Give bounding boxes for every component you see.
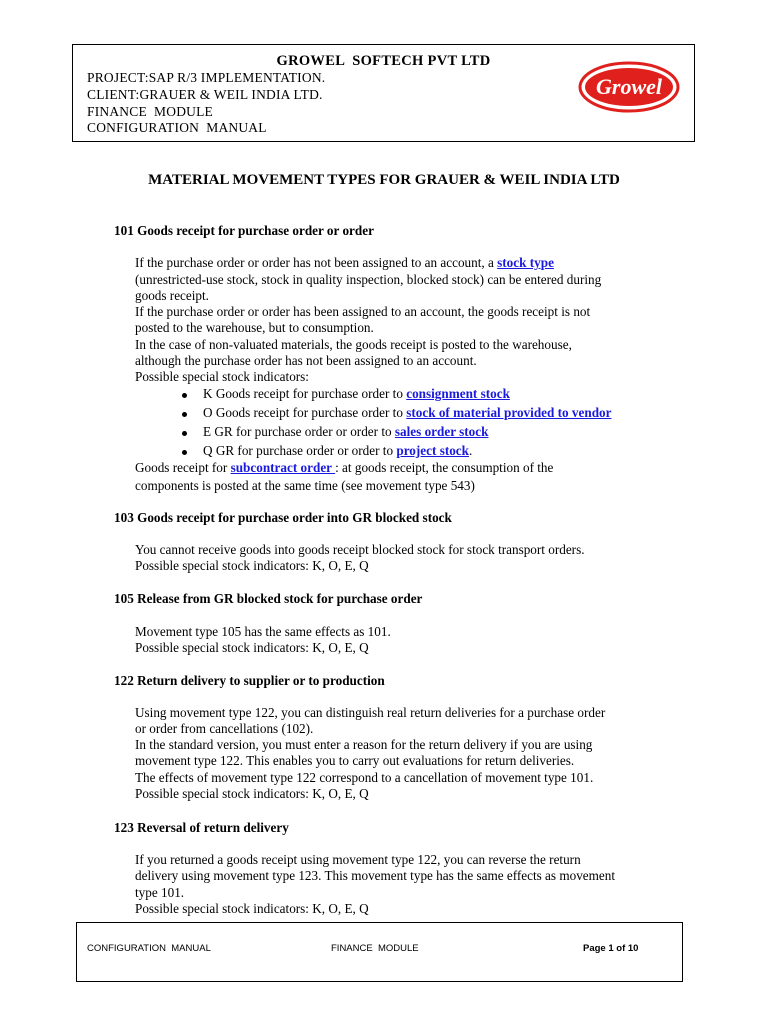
bullet-item-project: Q GR for purchase order or order to project stock. <box>203 443 473 458</box>
section-122-line-4: movement type 122. This enables you to carry out evaluations for return deliveries. <box>135 753 575 768</box>
section-101-line-7: although the purchase order has not been assigned to an account. <box>135 353 477 368</box>
project-stock-link[interactable]: project stock <box>396 443 469 458</box>
section-123-heading: 123 Reversal of return delivery <box>114 820 289 835</box>
stock-provided-to-vendor-link[interactable]: stock of material provided to vendor <box>406 405 612 420</box>
section-122-line-2: or order from cancellations (102). <box>135 721 314 736</box>
section-101-line-1: If the purchase order or order has not been assigned to an account, a stock type <box>135 255 554 270</box>
document-title: MATERIAL MOVEMENT TYPES FOR GRAUER & WEIL INDIA LTD <box>148 172 620 188</box>
bullet-dot <box>182 393 187 398</box>
section-101-line-2: (unrestricted-use stock, stock in quality inspection, blocked stock) can be entered during <box>135 272 602 287</box>
section-123-line-2: delivery using movement type 123. This movement type has the same effects as movement <box>135 868 616 883</box>
section-101-heading: 101 Goods receipt for purchase order or order <box>114 223 374 238</box>
section-123-line-3: type 101. <box>135 885 185 900</box>
bullet-dot <box>182 450 187 455</box>
stock-type-link[interactable]: stock type <box>497 255 554 270</box>
header-box <box>72 44 695 142</box>
page-number: Page 1 of 10 <box>583 943 639 954</box>
growel-logo <box>578 57 680 115</box>
section-123-line-1: If you returned a goods receipt using movement type 122, you can reverse the return <box>135 852 581 867</box>
section-101-line-5: posted to the warehouse, but to consumption. <box>135 320 374 335</box>
manual-line: CONFIGURATION MANUAL <box>87 120 267 135</box>
bullet-item-vendor: O Goods receipt for purchase order to stock of material provided to vendor <box>203 405 612 420</box>
client-line: CLIENT:GRAUER & WEIL INDIA LTD. <box>87 87 323 102</box>
bullet-item-sales-order: E GR for purchase order or order to sales order stock <box>203 424 489 439</box>
bullet-item-consignment: K Goods receipt for purchase order to consignment stock <box>203 386 510 401</box>
section-122-heading: 122 Return delivery to supplier or to production <box>114 673 385 688</box>
section-101-line-8: Possible special stock indicators: <box>135 369 309 384</box>
footer-module-label: FINANCE MODULE <box>331 943 419 954</box>
section-122-line-5: The effects of movement type 122 correspond to a cancellation of movement type 101. <box>135 770 594 785</box>
section-105-line-1: Movement type 105 has the same effects as 101. <box>135 624 391 639</box>
bullet-dot <box>182 412 187 417</box>
company-name: GROWEL SOFTECH PVT LTD <box>276 53 491 69</box>
svg-text:Growel: Growel <box>596 74 662 99</box>
section-103-line-1: You cannot receive goods into goods receipt blocked stock for stock transport orders. <box>135 542 585 557</box>
subcontract-order-link[interactable]: subcontract order <box>230 460 336 475</box>
section-103-heading: 103 Goods receipt for purchase order into GR blocked stock <box>114 510 452 525</box>
section-122-line-6: Possible special stock indicators: K, O, E, Q <box>135 786 369 801</box>
footer-manual-label: CONFIGURATION MANUAL <box>87 943 211 954</box>
section-122-line-1: Using movement type 122, you can distinguish real return deliveries for a purchase order <box>135 705 606 720</box>
section-101-line-6: In the case of non-valuated materials, the goods receipt is posted to the warehouse, <box>135 337 572 352</box>
section-101-line-9: Goods receipt for subcontract order : at goods receipt, the consumption of the <box>135 460 554 475</box>
bullet-dot <box>182 431 187 436</box>
section-101-line-10: components is posted at the same time (see movement type 543) <box>135 478 475 493</box>
footer-box <box>76 922 683 982</box>
sales-order-stock-link[interactable]: sales order stock <box>394 424 489 439</box>
section-123-line-4: Possible special stock indicators: K, O, E, Q <box>135 901 369 916</box>
section-103-line-2: Possible special stock indicators: K, O, E, Q <box>135 558 369 573</box>
project-line: PROJECT:SAP R/3 IMPLEMENTATION. <box>87 70 326 85</box>
section-105-heading: 105 Release from GR blocked stock for purchase order <box>114 591 423 606</box>
section-101-line-4: If the purchase order or order has been assigned to an account, the goods receipt is not <box>135 304 591 319</box>
section-122-line-3: In the standard version, you must enter a reason for the return delivery if you are using <box>135 737 593 752</box>
section-105-line-2: Possible special stock indicators: K, O, E, Q <box>135 640 369 655</box>
module-line: FINANCE MODULE <box>87 104 213 119</box>
section-101-line-3: goods receipt. <box>135 288 209 303</box>
consignment-stock-link[interactable]: consignment stock <box>406 386 510 401</box>
